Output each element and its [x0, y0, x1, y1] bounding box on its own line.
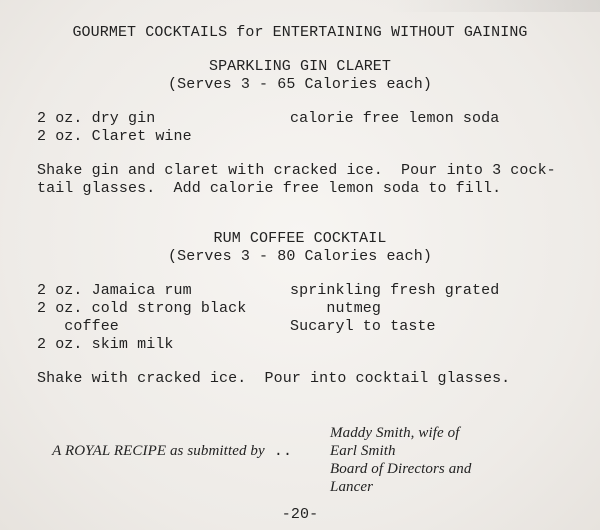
top-edge-shadow — [390, 0, 600, 12]
recipe1-ingredient-left-1: 2 oz. dry gin — [37, 110, 156, 127]
recipe-credit-line-4: Lancer — [330, 479, 374, 495]
page-number: -20- — [281, 506, 319, 523]
recipe2-ingredient-right-2: nutmeg — [290, 300, 382, 317]
recipe-credit-line-3: Board of Directors and — [330, 461, 472, 477]
recipe2-ingredient-left-3: coffee — [37, 318, 119, 335]
recipe1-directions-line-1: Shake gin and claret with cracked ice. Pour into 3 cock- — [37, 162, 556, 179]
recipe1-directions-line-2: tail glasses. Add calorie free lemon soda to fill. — [37, 180, 502, 197]
recipe-credit-line-2: Earl Smith — [330, 443, 396, 459]
recipe2-ingredient-left-2: 2 oz. cold strong black — [37, 300, 247, 317]
recipe2-directions-line-1: Shake with cracked ice. Pour into cocktail glasses. — [37, 370, 511, 387]
recipe2-ingredient-left-4: 2 oz. skim milk — [37, 336, 174, 353]
recipe1-name: SPARKLING GIN CLARET — [208, 58, 392, 75]
recipe1-ingredient-left-2: 2 oz. Claret wine — [37, 128, 192, 145]
recipe2-ingredient-right-1: sprinkling fresh grated — [290, 282, 500, 299]
recipe2-ingredient-right-3: Sucaryl to taste — [290, 318, 436, 335]
recipe2-name: RUM COFFEE COCKTAIL — [213, 230, 387, 247]
recipe-credit-line-1: Maddy Smith, wife of — [330, 425, 460, 441]
document-title: GOURMET COCKTAILS for ENTERTAINING WITHOUT GAINING — [72, 24, 528, 41]
recipe2-ingredient-left-1: 2 oz. Jamaica rum — [37, 282, 192, 299]
recipe-credit-ellipsis: .. — [264, 443, 293, 460]
recipe-credit-label-text: A ROYAL RECIPE as submitted by — [52, 443, 265, 459]
recipe2-serves: (Serves 3 - 80 Calories each) — [168, 248, 432, 265]
recipe1-ingredient-right-1: calorie free lemon soda — [290, 110, 500, 127]
recipe1-serves: (Serves 3 - 65 Calories each) — [168, 76, 432, 93]
recipe-credit-label — [37, 424, 292, 479]
